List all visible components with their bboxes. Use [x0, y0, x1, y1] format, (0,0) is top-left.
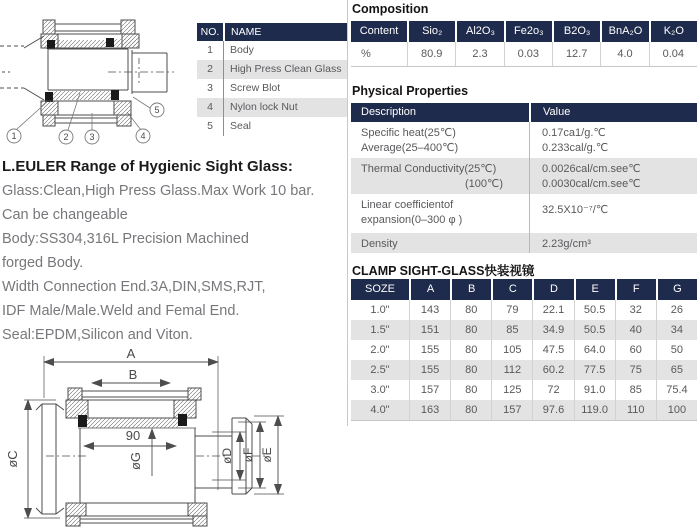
dim-cell: 97.6 — [533, 400, 574, 420]
property-value: 0.17ca1/g.℃ — [542, 127, 606, 139]
dim-cell: 80 — [451, 320, 492, 340]
dim-label-c: øC — [5, 450, 20, 468]
header-cell: E — [576, 279, 617, 300]
description-line: Body:SS304,316L Precision Machined — [2, 231, 249, 247]
dim-cell: 91.0 — [575, 380, 616, 400]
dim-label-d: øD — [220, 448, 234, 464]
dim-cell: 64.0 — [575, 340, 616, 360]
property-desc: Thermal Conductivity(25℃) — [361, 163, 497, 175]
part-name: High Press Clean Glass — [230, 63, 342, 75]
dim-cell: 100 — [667, 404, 687, 416]
dim-cell: 80 — [451, 360, 492, 380]
dim-cell: 80 — [451, 400, 492, 420]
size-cell: 4.0" — [351, 400, 410, 420]
part-no: 1 — [197, 41, 224, 60]
dim-label-b: B — [128, 367, 138, 382]
callout-1: 1 — [11, 131, 17, 141]
table-row — [351, 194, 697, 233]
part-no: 2 — [197, 60, 224, 79]
table-row — [197, 117, 347, 136]
dim-cell: 80 — [451, 380, 492, 400]
callout-3: 3 — [89, 132, 95, 142]
dim-cell: 157 — [410, 380, 451, 400]
dim-cell: 47.5 — [533, 340, 574, 360]
header-cell: A — [411, 279, 452, 300]
dim-cell: 50.5 — [575, 320, 616, 340]
part-name: Body — [230, 44, 254, 56]
table-row — [351, 360, 697, 380]
property-desc: Specific heat(25℃) — [361, 127, 456, 139]
parts-col-name: NAME — [231, 26, 262, 38]
dim-cell: 85 — [492, 320, 533, 340]
dim-cell: 79 — [492, 300, 533, 320]
property-desc: (100℃) — [464, 178, 503, 190]
clamp-header — [351, 279, 697, 300]
value-cell: 0.04 — [662, 48, 685, 60]
composition-table — [351, 21, 697, 67]
property-value: 0.233cal/g.℃ — [542, 142, 609, 154]
header-cell: D — [534, 279, 575, 300]
size-cell: 1.0" — [351, 300, 410, 320]
dim-cell: 75 — [616, 360, 657, 380]
dim-cell: 32 — [616, 300, 657, 320]
physical-title: Physical Properties — [352, 84, 469, 98]
description-title: L.EULER Range of Hygienic Sight Glass: — [2, 158, 293, 175]
header-cell: C — [493, 279, 534, 300]
composition-values-row — [351, 42, 697, 67]
header-cell: BnA₂O — [602, 21, 650, 42]
size-cell: 2.0" — [351, 340, 410, 360]
table-row — [351, 122, 697, 158]
header-cell: Description — [351, 103, 531, 122]
table-row — [351, 400, 697, 421]
part-no: 3 — [197, 79, 224, 98]
dim-cell: 22.1 — [533, 300, 574, 320]
callout-4: 4 — [140, 131, 146, 141]
header-cell: K₂O — [663, 25, 684, 37]
product-description — [2, 156, 348, 347]
property-value: 0.0026cal/cm.see℃ — [542, 163, 641, 175]
dim-cell: 157 — [492, 400, 533, 420]
physical-properties-table — [351, 103, 697, 253]
table-row — [197, 60, 347, 79]
header-cell: SOZE — [351, 279, 411, 300]
value-cell: 0.03 — [505, 42, 553, 66]
table-row — [351, 233, 697, 253]
dim-cell: 77.5 — [575, 360, 616, 380]
dim-cell: 143 — [410, 300, 451, 320]
description-line: IDF Male/Male.Weld and Femal End. — [2, 303, 240, 319]
property-value: 0.0030cal/cm.see℃ — [542, 178, 641, 190]
description-line: Seal:EPDM,Silicon and Viton. — [2, 327, 193, 343]
table-row — [197, 79, 347, 98]
part-no: 5 — [197, 117, 224, 136]
dim-cell: 34.9 — [533, 320, 574, 340]
dim-label-e: øE — [260, 447, 274, 463]
table-row — [351, 300, 697, 320]
parts-table-header — [197, 23, 347, 41]
description-line: forged Body. — [2, 255, 84, 271]
callout-5: 5 — [154, 105, 160, 115]
property-value: 2.23g/cm³ — [542, 238, 591, 250]
property-desc: Linear coefficientof — [361, 199, 454, 211]
dim-cell: 50.5 — [575, 300, 616, 320]
dim-cell: 40 — [616, 320, 657, 340]
dim-cell: 60.2 — [533, 360, 574, 380]
value-cell: 2.3 — [456, 42, 504, 66]
description-line: Width Connection End.3A,DIN,SMS,RJT, — [2, 279, 266, 295]
dim-cell: 110 — [616, 400, 657, 420]
dim-cell: 125 — [492, 380, 533, 400]
value-cell: 12.7 — [553, 42, 601, 66]
table-row — [197, 98, 347, 117]
dim-label-f: øF — [241, 447, 255, 463]
size-cell: 3.0" — [351, 380, 410, 400]
dim-cell: 151 — [410, 320, 451, 340]
parts-col-no: NO. — [197, 23, 225, 41]
value-cell: 80.9 — [408, 42, 456, 66]
table-row — [197, 41, 347, 60]
header-cell: Content — [351, 21, 409, 42]
value-cell: 4.0 — [601, 42, 649, 66]
parts-table — [197, 23, 347, 136]
header-cell: Sio₂ — [409, 21, 457, 42]
value-cell: % — [351, 42, 408, 66]
composition-header — [351, 21, 697, 42]
dim-cell: 105 — [492, 340, 533, 360]
clamp-table-title: CLAMP SIGHT-GLASS快装视镜 — [352, 264, 535, 278]
dim-cell: 60 — [616, 340, 657, 360]
header-cell: Value — [543, 106, 571, 118]
part-name: Nylon lock Nut — [230, 101, 298, 113]
dim-cell: 155 — [410, 340, 451, 360]
table-row — [351, 340, 697, 360]
header-cell: Fe2o₃ — [506, 21, 554, 42]
sight-glass-dimension-drawing — [0, 328, 348, 528]
callout-2: 2 — [63, 132, 69, 142]
description-line: Can be changeable — [2, 207, 128, 223]
description-line: Glass:Clean,High Press Glass.Max Work 10 bar. — [2, 183, 315, 199]
sight-glass-section-drawing — [0, 0, 178, 152]
property-value: 32.5X10⁻⁷/℃ — [542, 204, 609, 216]
table-row — [351, 320, 697, 340]
table-row — [351, 380, 697, 400]
header-cell: B2O₃ — [554, 21, 602, 42]
dim-label-g: øG — [128, 451, 143, 471]
dim-cell: 26 — [670, 304, 684, 316]
dim-cell: 75.4 — [666, 384, 688, 396]
size-cell: 2.5" — [351, 360, 410, 380]
table-row — [351, 158, 697, 194]
dim-cell: 112 — [492, 360, 533, 380]
dim-cell: 119.0 — [575, 400, 616, 420]
dim-cell: 65 — [670, 364, 684, 376]
property-desc: Average(25–400℃) — [361, 142, 459, 154]
dim-cell: 50 — [670, 344, 684, 356]
part-name: Screw Blot — [230, 82, 281, 94]
header-cell: Al2O₃ — [457, 21, 505, 42]
dim-cell: 34 — [670, 324, 684, 336]
header-cell: B — [452, 279, 493, 300]
dim-cell: 155 — [410, 360, 451, 380]
dim-label-90: 90 — [125, 428, 141, 443]
property-desc: Density — [361, 238, 398, 250]
part-no: 4 — [197, 98, 224, 117]
dim-cell: 80 — [451, 340, 492, 360]
size-cell: 1.5" — [351, 320, 410, 340]
dim-label-a: A — [126, 346, 136, 361]
header-cell: F — [617, 279, 658, 300]
header-cell: G — [673, 283, 682, 295]
dim-cell: 163 — [410, 400, 451, 420]
physical-header — [351, 103, 697, 122]
dim-cell: 80 — [451, 300, 492, 320]
property-desc: expansion(0–300 φ ) — [361, 214, 463, 226]
clamp-sight-glass-table — [351, 279, 697, 421]
composition-title: Composition — [352, 2, 429, 16]
part-name: Seal — [230, 120, 252, 132]
dim-cell: 85 — [616, 380, 657, 400]
dim-cell: 72 — [533, 380, 574, 400]
